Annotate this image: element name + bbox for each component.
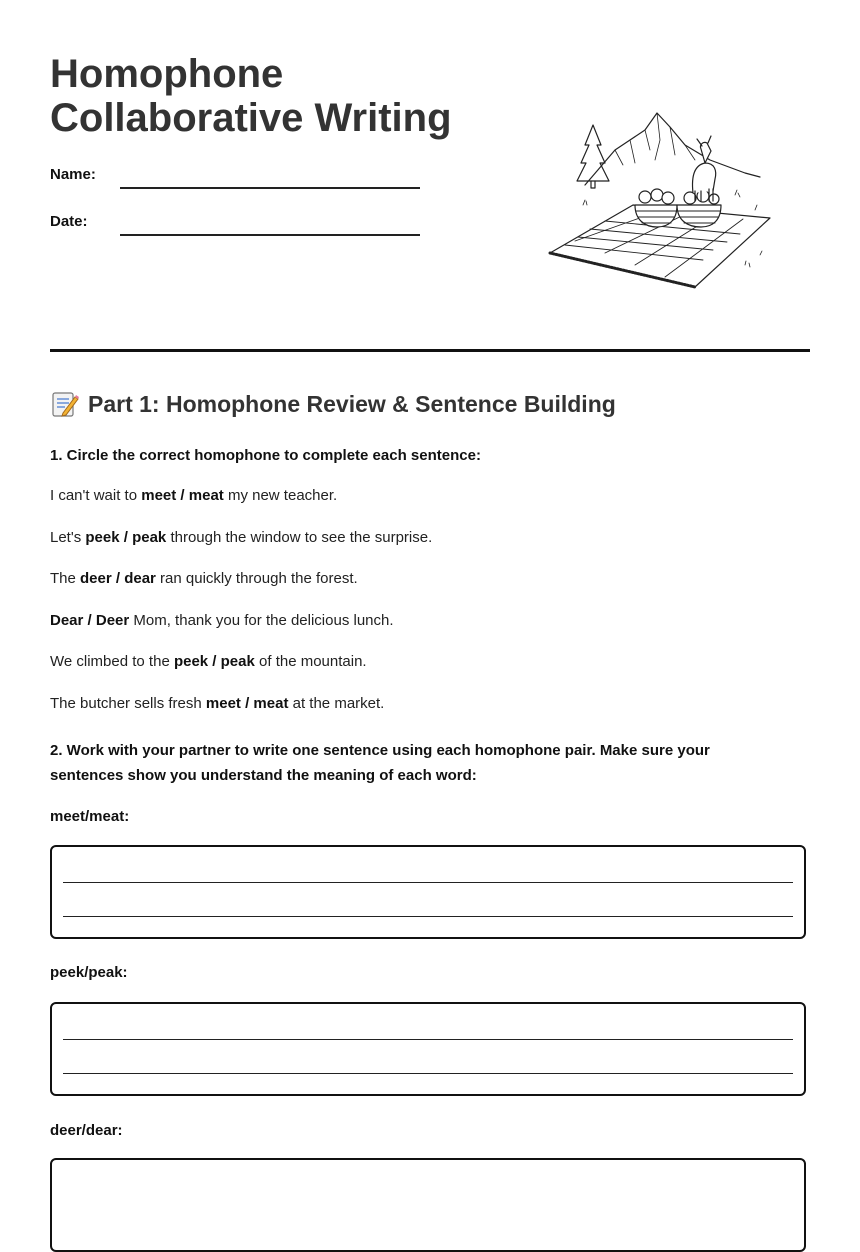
pair-label-deer-dear: deer/dear: bbox=[50, 1122, 123, 1139]
answer-line bbox=[63, 1073, 793, 1074]
date-write-line[interactable] bbox=[120, 234, 420, 236]
pair-label-meet-meat: meet/meat: bbox=[50, 808, 130, 825]
pair-label-peek-peak: peek/peak: bbox=[50, 964, 128, 981]
title-line-1: Homophone bbox=[50, 52, 284, 96]
sentence-1 bbox=[50, 487, 337, 504]
part1-heading bbox=[50, 387, 616, 421]
picnic-deer-mountain-illustration bbox=[545, 105, 775, 300]
part1-heading-text: Part 1: Homophone Review & Sentence Building bbox=[88, 390, 616, 417]
sentence-3-choice[interactable]: deer / dear bbox=[80, 570, 156, 587]
sentence-6-before: The butcher sells fresh bbox=[50, 695, 206, 712]
sentence-2-before: Let's bbox=[50, 529, 86, 546]
header-divider bbox=[50, 349, 810, 352]
sentence-6 bbox=[50, 695, 384, 712]
answer-box-peek-peak[interactable] bbox=[50, 1002, 806, 1096]
sentence-2 bbox=[50, 529, 432, 546]
sentence-5-after: of the mountain. bbox=[254, 653, 367, 670]
sentence-1-choice[interactable]: meet / meat bbox=[141, 487, 224, 504]
answer-line bbox=[63, 882, 793, 883]
answer-box-meet-meat[interactable] bbox=[50, 845, 806, 939]
sentence-5-before: We climbed to the bbox=[50, 653, 174, 670]
sentence-1-before: I can't wait to bbox=[50, 487, 142, 504]
sentence-4 bbox=[50, 612, 394, 629]
date-label: Date: bbox=[50, 213, 88, 230]
sentence-3 bbox=[50, 570, 358, 587]
q2-instruction: 2. Work with your partner to write one sentence using each homophone pair. Make sure your sentences show you understand the meaning of each word: bbox=[50, 742, 710, 784]
sentence-1-after: my new teacher. bbox=[223, 487, 338, 504]
sentence-3-before: The bbox=[50, 570, 81, 587]
title-line-2: Collaborative Writing bbox=[50, 96, 452, 140]
worksheet-title bbox=[50, 52, 510, 140]
sentence-6-after: at the market. bbox=[288, 695, 385, 712]
sentence-6-choice[interactable]: meet / meat bbox=[205, 695, 289, 712]
answer-line bbox=[63, 1039, 793, 1040]
sentence-3-after: ran quickly through the forest. bbox=[155, 570, 358, 587]
sentence-2-choice[interactable]: peek / peak bbox=[85, 529, 167, 546]
sentence-5 bbox=[50, 653, 367, 670]
answer-box-deer-dear[interactable] bbox=[50, 1158, 806, 1252]
answer-line bbox=[63, 916, 793, 917]
sentence-2-after: through the window to see the surprise. bbox=[166, 529, 433, 546]
memo-pencil-icon bbox=[50, 389, 80, 419]
name-label: Name: bbox=[50, 166, 96, 183]
sentence-4-after: Mom, thank you for the delicious lunch. bbox=[129, 612, 394, 629]
sentence-5-choice[interactable]: peek / peak bbox=[173, 653, 255, 670]
name-write-line[interactable] bbox=[120, 187, 420, 189]
sentence-4-choice[interactable]: Dear / Deer bbox=[50, 612, 130, 629]
q1-instruction: 1. Circle the correct homophone to complete each sentence: bbox=[50, 447, 481, 464]
